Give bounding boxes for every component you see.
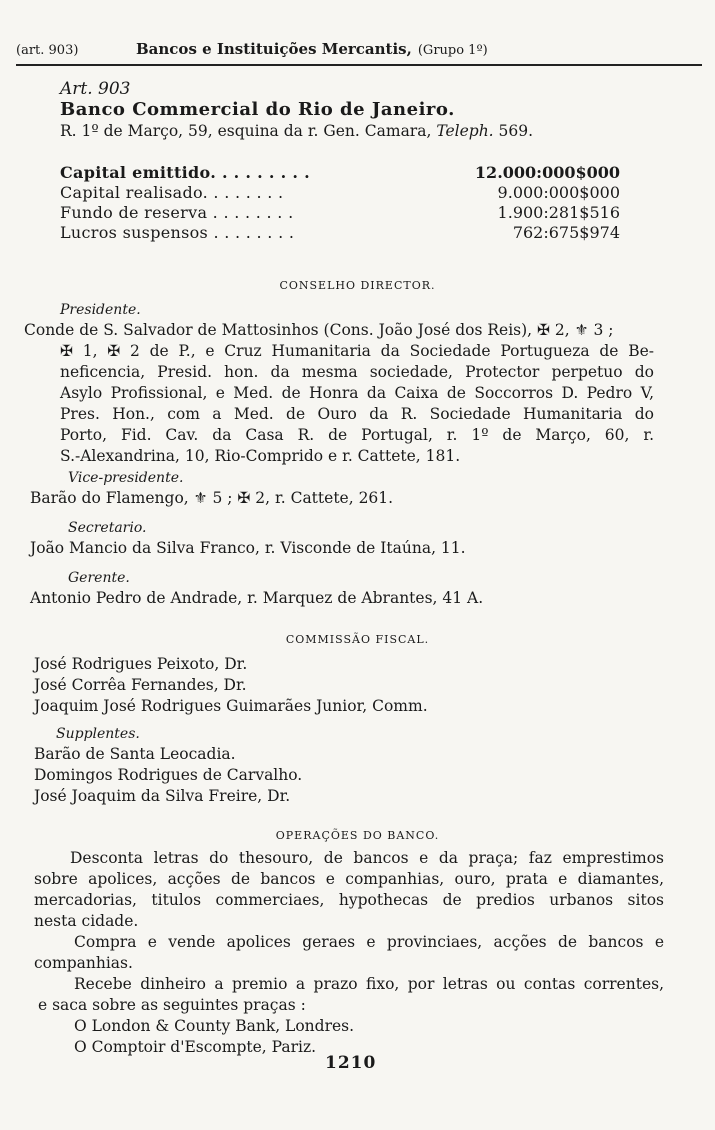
presidente-line: Conde de S. Salvador de Mattosinhos (Cons. João José dos Reis), ✠ 2, ⚜ 3 ;: [24, 321, 614, 339]
presidente-line: ✠ 1, ✠ 2 de P., e Cruz Humanitaria da Sociedade Portugueza de Be-: [60, 342, 654, 360]
financial-label: Fundo de reserva . . . . . . . .: [60, 203, 294, 222]
presidente-role: Presidente.: [60, 302, 141, 318]
financial-value: 1.900:281$516: [497, 203, 620, 222]
supplente: Domingos Rodrigues de Carvalho.: [34, 766, 303, 784]
operacoes-line: mercadorias, titulos commerciaes, hypothecas de predios urbanos sitos: [34, 891, 664, 909]
group-label: (Grupo 1º): [417, 43, 488, 58]
presidente-line: Porto, Fid. Cav. da Casa R. de Portugal, r. 1º de Março, 60, r.: [60, 426, 654, 444]
operacoes-line: Recebe dinheiro a premio a prazo fixo, por letras ou contas correntes,: [74, 975, 664, 993]
page-number: 1210: [325, 1053, 377, 1073]
teleph-label: Teleph.: [436, 122, 494, 140]
supplente: Barão de Santa Leocadia.: [34, 745, 236, 763]
vice-role: Vice-presidente.: [68, 470, 184, 486]
operacoes-line: O Comptoir d'Escompte, Pariz.: [74, 1038, 317, 1056]
bank-name: Banco Commercial do Rio de Janeiro.: [60, 99, 455, 120]
financial-value: 9.000:000$000: [497, 183, 620, 202]
presidente-line: Asylo Profissional, e Med. de Honra da Caixa de Soccorros D. Pedro V,: [60, 384, 654, 402]
article-reference: (art. 903): [16, 43, 79, 58]
presidente-line: S.-Alexandrina, 10, Rio-Comprido e r. Cattete, 181.: [60, 447, 461, 465]
article-number: Art. 903: [60, 79, 131, 99]
financial-label: Lucros suspensos . . . . . . . .: [60, 223, 295, 242]
operacoes-line: Compra e vende apolices geraes e provinciaes, acções de bancos e: [74, 933, 664, 951]
operacoes-line: nesta cidade.: [34, 912, 139, 930]
gerente-line: Antonio Pedro de Andrade, r. Marquez de Abrantes, 41 A.: [30, 589, 484, 607]
presidente-line: Pres. Hon., com a Med. de Ouro da R. Sociedade Humanitaria do: [60, 405, 654, 423]
financial-value: 762:675$974: [512, 223, 620, 242]
financial-label: Capital emittido. . . . . . . . .: [60, 163, 310, 182]
secretario-role: Secretario.: [68, 520, 147, 536]
operacoes-line: e saca sobre as seguintes praças :: [38, 996, 306, 1014]
commissao-member: José Rodrigues Peixoto, Dr.: [34, 655, 248, 673]
vice-line: Barão do Flamengo, ⚜ 5 ; ✠ 2, r. Cattete, 261.: [30, 489, 394, 507]
financial-value: 12.000:000$000: [474, 163, 620, 182]
teleph-number: 569.: [493, 122, 534, 140]
gerente-role: Gerente.: [68, 570, 130, 586]
supplentes-role: Supplentes.: [56, 726, 140, 742]
commissao-member: José Corrêa Fernandes, Dr.: [34, 676, 247, 694]
commissao-heading: COMMISSÃO FISCAL.: [285, 633, 430, 646]
presidente-line: neficencia, Presid. hon. da mesma sociedade, Protector perpetuo do: [60, 363, 654, 381]
section-title: Bancos e Instituições Mercantis,: [136, 40, 412, 58]
operacoes-heading: OPERAÇÕES DO BANCO.: [275, 829, 440, 842]
address-text: R. 1º de Março, 59, esquina da r. Gen. Camara,: [60, 122, 437, 140]
operacoes-line: sobre apolices, acções de bancos e companhias, ouro, prata e diamantes,: [34, 870, 664, 888]
operacoes-line: Desconta letras do thesouro, de bancos e da praça; faz emprestimos: [70, 849, 664, 867]
financial-label: Capital realisado. . . . . . . .: [60, 183, 284, 202]
commissao-member: Joaquim José Rodrigues Guimarães Junior, Comm.: [34, 697, 428, 715]
secretario-line: João Mancio da Silva Franco, r. Visconde de Itaúna, 11.: [30, 539, 466, 557]
operacoes-line: companhias.: [34, 954, 133, 972]
operacoes-line: O London & County Bank, Londres.: [74, 1017, 355, 1035]
conselho-heading: CONSELHO DIRECTOR.: [279, 279, 436, 292]
header-rule: [16, 64, 702, 66]
running-header: [16, 40, 706, 62]
supplente: José Joaquim da Silva Freire, Dr.: [34, 787, 291, 805]
bank-address: [60, 121, 533, 141]
